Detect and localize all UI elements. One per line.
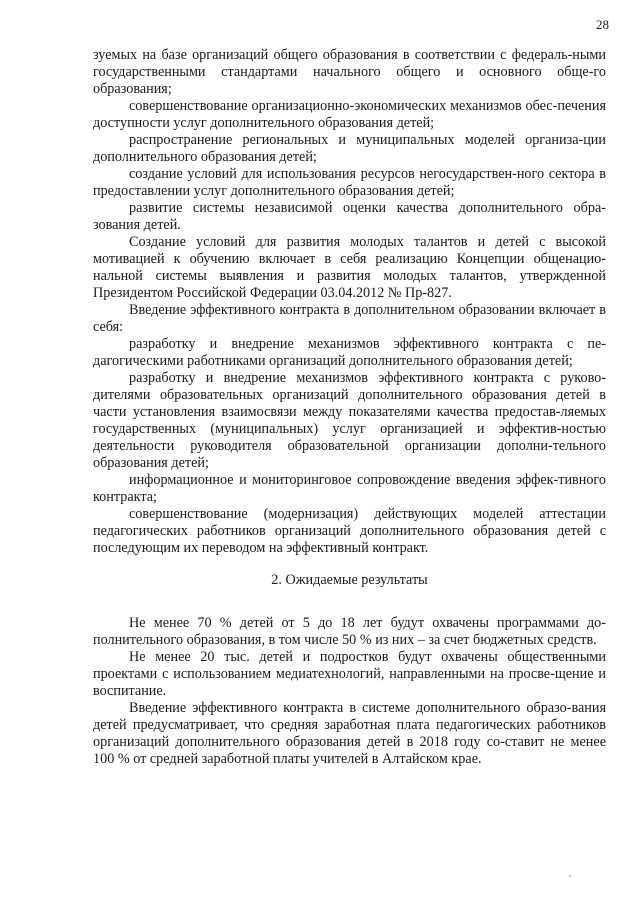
list-item: разработку и внедрение механизмов эффективного контракта с пе-дагогическими работниками организаций дополнительного образования детей;	[93, 336, 606, 369]
result-paragraph: Не менее 20 тыс. детей и подростков будут охвачены общественными проектами с использованием медиатехнологий, направленными на просве-щение и воспитание.	[93, 649, 606, 699]
page-number: 28	[596, 17, 609, 32]
paragraph-continuation: зуемых на базе организаций общего образования в соответствии с федераль-ными государственными стандартами начального общего и основного обще-го образования;	[93, 47, 606, 97]
list-item: совершенствование организационно-экономических механизмов обес-печения доступности услуг дополнительного образования детей;	[93, 98, 606, 131]
scan-dot	[569, 875, 571, 877]
paragraph-talents: Создание условий для развития молодых талантов и детей с высокой мотивацией к обучению включает в себя реализацию Концепции общенацио-нальной системы выявления и развития молодых талантов, утвержденной Президентом Российской Федерации 03.04.2012 № Пр-827.	[93, 234, 606, 301]
list-item: распространение региональных и муниципальных моделей организа-ции дополнительного образования детей;	[93, 132, 606, 165]
list-item: развитие системы независимой оценки качества дополнительного обра-зования детей.	[93, 200, 606, 233]
section-heading: 2. Ожидаемые результаты	[271, 572, 428, 588]
paragraph-effective-contract: Введение эффективного контракта в дополнительном образовании включает в себя:	[93, 302, 606, 335]
list-item: информационное и мониторинговое сопровождение введения эффек-тивного контракта;	[93, 472, 606, 505]
list-item: разработку и внедрение механизмов эффективного контракта с руково-дителями образовательных организаций дополнительного образования детей в части установления взаимосвязи между показателями качества предостав-ляемых государственных (муниципальных) услуг организацией и эффектив-ностью деятельности руководителя образовательной организации дополни-тельного образования детей;	[93, 370, 606, 471]
result-paragraph: Введение эффективного контракта в системе дополнительного образо-вания детей предусматривает, что средняя заработная плата педагогических работников организаций дополнительного образования детей в 2018 году со-ставит не менее 100 % от средней заработной платы учителей в Алтайском крае.	[93, 700, 606, 767]
list-item: создание условий для использования ресурсов негосударствен-ного сектора в предоставлении услуг дополнительного образования детей;	[93, 166, 606, 199]
document-body	[93, 47, 606, 768]
list-item: совершенствование (модернизация) действующих моделей аттестации педагогических работников организаций дополнительного образования детей с последующим их переводом на эффективный контракт.	[93, 506, 606, 556]
result-paragraph: Не менее 70 % детей от 5 до 18 лет будут охвачены программами до-полнительного образования, в том числе 50 % из них – за счет бюджетных средств.	[93, 615, 606, 648]
